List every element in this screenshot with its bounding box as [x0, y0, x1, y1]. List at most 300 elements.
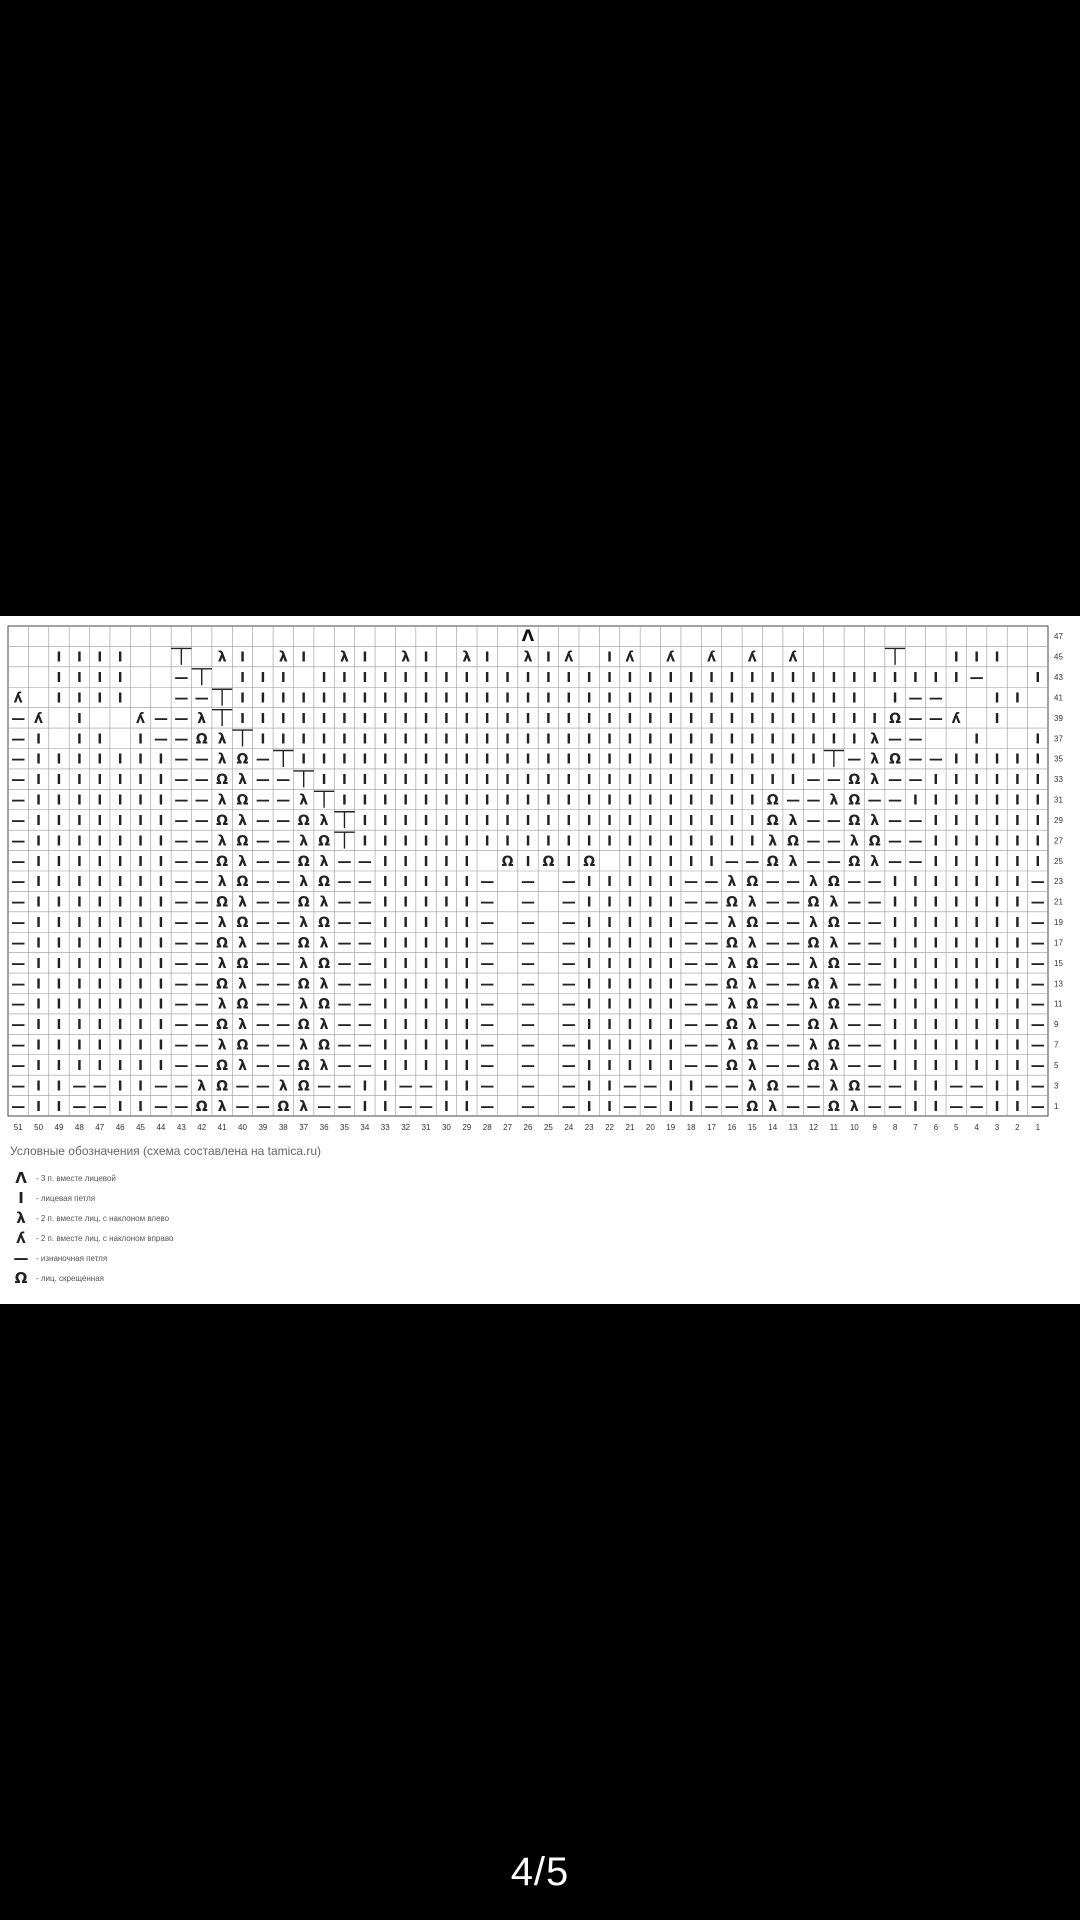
chart-cell-symbol: I [403, 875, 409, 891]
chart-cell-symbol: — [480, 1098, 495, 1115]
chart-cell-symbol: I [382, 1058, 388, 1074]
column-label: 50 [34, 1123, 44, 1132]
chart-cell-symbol: I [76, 691, 82, 707]
chart-cell-symbol: λ [217, 915, 227, 932]
chart-cell-symbol: I [444, 691, 449, 707]
chart-cell-symbol: I [770, 773, 776, 789]
chart-cell-symbol: I [423, 793, 429, 809]
chart-cell-symbol: Ω [318, 996, 331, 1013]
chart-cell-symbol: I [464, 1079, 470, 1095]
chart-cell-symbol: — [867, 792, 882, 809]
chart-cell-symbol: I [525, 793, 531, 809]
chart-cell-symbol: Ω [277, 1098, 290, 1115]
chart-cell-symbol: Ω [318, 833, 331, 850]
chart-cell-symbol: λ [849, 1098, 859, 1115]
chart-cell-symbol: I [647, 793, 653, 809]
chart-cell-symbol: I [444, 1058, 449, 1074]
chart-cell-symbol: λ [278, 1078, 288, 1095]
chart-cell-symbol: I [36, 997, 42, 1013]
chart-cell-symbol: I [260, 671, 266, 687]
chart-cell-symbol: — [684, 996, 699, 1013]
chart-cell-symbol: I [423, 671, 429, 687]
chart-cell-symbol: Ω [297, 812, 310, 829]
chart-cell-symbol: I [953, 936, 959, 952]
chart-cell-symbol: I [994, 977, 1000, 993]
chart-cell-symbol: Ω [807, 976, 820, 993]
row-label: 29 [1054, 815, 1063, 825]
chart-cell-symbol: I [1014, 793, 1020, 809]
chart-cell-symbol: I [933, 936, 939, 952]
chart-cell-symbol: — [847, 751, 862, 768]
chart-cell-symbol: I [953, 793, 959, 809]
chart-cell-symbol: I [647, 691, 653, 707]
chart-cell-symbol: I [1035, 854, 1041, 870]
chart-cell-symbol: I [1014, 1058, 1020, 1074]
chart-cell-symbol: I [444, 711, 449, 727]
chart-cell-symbol: I [138, 956, 143, 972]
chart-cell-symbol: I [56, 977, 62, 993]
chart-cell-symbol: — [928, 690, 943, 707]
chart-cell-symbol: — [969, 1098, 984, 1115]
chart-cell-symbol: — [153, 1098, 168, 1115]
column-label: 16 [727, 1123, 737, 1132]
chart-cell-symbol: I [525, 834, 531, 850]
chart-cell-symbol: I [913, 875, 918, 891]
chart-cell-symbol: I [117, 895, 123, 911]
chart-cell-symbol: I [668, 936, 674, 952]
chart-cell-symbol: — [1030, 976, 1045, 993]
chart-cell-symbol: I [953, 1038, 959, 1054]
chart-cell-symbol: — [888, 1078, 903, 1095]
chart-cell-symbol: I [56, 1099, 62, 1115]
chart-cell-symbol: Ω [236, 915, 249, 932]
chart-cell-symbol: I [56, 671, 62, 687]
chart-cell-symbol: I [158, 977, 164, 993]
chart-cell-symbol: — [643, 1098, 658, 1115]
row-label: 11 [1054, 999, 1063, 1009]
chart-cell-symbol: — [786, 874, 801, 891]
row-label: 41 [1054, 693, 1063, 703]
chart-cell-symbol: I [464, 813, 470, 829]
chart-cell-symbol: I [974, 977, 980, 993]
chart-cell-symbol: — [1030, 955, 1045, 972]
chart-cell-symbol: — [867, 915, 882, 932]
chart-cell-symbol: I [484, 834, 490, 850]
chart-cell-symbol: — [337, 1078, 352, 1095]
chart-cell-symbol: Ω [236, 1037, 249, 1054]
chart-cell-symbol: — [11, 833, 26, 850]
chart-cell-symbol: I [382, 1079, 388, 1095]
chart-cell-symbol: I [647, 895, 653, 911]
chart-cell-symbol: I [933, 773, 939, 789]
chart-cell-symbol: I [709, 691, 714, 707]
chart-cell-symbol: I [301, 752, 307, 768]
chart-cell-symbol: I [953, 650, 959, 666]
chart-cell-symbol: λ [319, 853, 329, 870]
chart-cell-symbol: λ [870, 731, 880, 748]
chart-cell-symbol: I [811, 732, 816, 748]
chart-cell-symbol: I [382, 875, 388, 891]
chart-cell-symbol: — [357, 976, 372, 993]
chart-cell-symbol: I [994, 854, 1000, 870]
chart-cell-symbol: I [566, 813, 572, 829]
chart-cell-symbol: I [36, 752, 42, 768]
chart-cell-symbol: I [76, 732, 82, 748]
chart-cell-symbol: I [953, 752, 959, 768]
chart-cell-symbol: — [174, 833, 189, 850]
chart-cell-symbol: — [276, 996, 291, 1013]
chart-cell-symbol: Ω [766, 1078, 779, 1095]
chart-cell-symbol: I [117, 1038, 123, 1054]
chart-cell-symbol: I [423, 956, 429, 972]
chart-cell-symbol: I [117, 691, 123, 707]
chart-cell-symbol: — [337, 996, 352, 1013]
chart-cell-symbol: — [255, 955, 270, 972]
chart-cell-symbol: λ [299, 792, 309, 809]
chart-cell-symbol: I [97, 1018, 103, 1034]
chart-cell-symbol: I [892, 916, 898, 932]
legend-item-text: - 2 п. вместе лиц. с наклоном вправо [36, 1233, 174, 1243]
chart-cell-symbol: — [561, 996, 576, 1013]
chart-cell-symbol: I [974, 1018, 980, 1034]
column-label: 24 [564, 1123, 574, 1132]
chart-cell-symbol: I [913, 1058, 918, 1074]
chart-cell-symbol: Ω [848, 853, 861, 870]
chart-cell-symbol: I [158, 1018, 164, 1034]
chart-cell-symbol: I [1014, 752, 1020, 768]
chart-cell-symbol: I [607, 1058, 612, 1074]
chart-cell-symbol: I [444, 752, 449, 768]
chart-cell-symbol: I [158, 1058, 164, 1074]
chart-cell-symbol: I [423, 916, 429, 932]
chart-cell-symbol: I [994, 752, 1000, 768]
chart-cell-symbol: λ [829, 792, 839, 809]
chart-cell-symbol: I [1014, 773, 1020, 789]
chart-cell-symbol: — [11, 1037, 26, 1054]
chart-cell-symbol: Ω [297, 1017, 310, 1034]
chart-cell-symbol: I [953, 956, 959, 972]
chart-cell-symbol: I [627, 875, 633, 891]
chart-cell-symbol: I [994, 997, 1000, 1013]
legend-title: Условные обозначения (схема составлена на tamica.ru) [10, 1144, 322, 1158]
chart-cell-symbol: Ω [216, 772, 229, 789]
chart-cell-symbol: — [908, 731, 923, 748]
chart-cell-symbol: I [586, 875, 592, 891]
chart-cell-symbol: I [76, 997, 82, 1013]
chart-cell-symbol: I [138, 1079, 143, 1095]
chart-cell-symbol: λ [829, 935, 839, 952]
chart-cell-symbol: I [647, 671, 653, 687]
chart-cell-symbol: — [174, 976, 189, 993]
chart-cell-symbol: — [337, 1037, 352, 1054]
chart-cell-symbol: I [974, 834, 980, 850]
chart-cell-symbol: I [749, 732, 755, 748]
chart-cell-symbol: I [36, 854, 42, 870]
chart-cell-symbol: Ω [746, 996, 759, 1013]
chart-cell-symbol: I [403, 895, 409, 911]
chart-cell-symbol: I [749, 834, 755, 850]
chart-cell-symbol: — [847, 935, 862, 952]
chart-cell-symbol: I [607, 1079, 612, 1095]
chart-cell-symbol: — [194, 812, 209, 829]
chart-cell-symbol: — [255, 1057, 270, 1074]
legend-item-text: - изнаночная петля [36, 1253, 108, 1263]
chart-cell-symbol: — [194, 874, 209, 891]
column-label: 46 [115, 1123, 125, 1132]
chart-cell-symbol: I [158, 936, 164, 952]
chart-cell-symbol: I [668, 875, 674, 891]
chart-cell-symbol: I [811, 711, 816, 727]
chart-cell-symbol: I [729, 732, 735, 748]
chart-cell-symbol: — [561, 955, 576, 972]
chart-cell-symbol: I [709, 854, 714, 870]
chart-cell-symbol: I [770, 671, 776, 687]
chart-cell-symbol: I [607, 895, 612, 911]
chart-cell-symbol: — [704, 1017, 719, 1034]
chart-cell-symbol: I [627, 977, 633, 993]
chart-cell-symbol: — [480, 915, 495, 932]
chart-cell-symbol: I [913, 936, 918, 952]
chart-cell-symbol: — [276, 1057, 291, 1074]
chart-cell-symbol: I [97, 671, 103, 687]
twisted-symbol-icon: Ω [14, 1269, 28, 1287]
chart-cell-symbol: I [76, 1018, 82, 1034]
chart-cell-symbol: I [382, 895, 388, 911]
chart-cell-symbol: I [444, 997, 449, 1013]
chart-cell-symbol: I [464, 1038, 470, 1054]
chart-cell-symbol: I [913, 1038, 918, 1054]
chart-cell-symbol: I [953, 671, 959, 687]
chart-cell-symbol: I [607, 997, 612, 1013]
chart-cell-symbol: I [790, 711, 796, 727]
chart-cell-symbol: I [994, 813, 1000, 829]
chart-cell-symbol: — [867, 1017, 882, 1034]
chart-cell-symbol: I [117, 854, 123, 870]
chart-cell-symbol: I [770, 691, 776, 707]
chart-cell-symbol: I [545, 711, 551, 727]
chart-cell-symbol: I [321, 671, 327, 687]
chart-cell-symbol: — [174, 751, 189, 768]
chart-cell-symbol: λ [217, 731, 227, 748]
row-label: 47 [1054, 632, 1063, 642]
chart-cell-symbol: — [521, 874, 535, 891]
chart-cell-symbol: I [321, 773, 327, 789]
chart-cell-symbol: — [684, 935, 699, 952]
chart-cell-symbol: λ [319, 894, 329, 911]
chart-cell-symbol: I [444, 875, 449, 891]
chart-cell-symbol: — [174, 1037, 189, 1054]
chart-cell-symbol: — [847, 894, 862, 911]
chart-cell-symbol: — [521, 1037, 535, 1054]
chart-cell-symbol: λ [299, 874, 309, 891]
chart-cell-symbol: I [668, 1018, 674, 1034]
chart-cell-symbol: — [684, 915, 699, 932]
column-label: 40 [238, 1123, 247, 1132]
chart-cell-symbol: I [56, 752, 62, 768]
chart-cell-symbol: I [627, 1058, 633, 1074]
chart-cell-symbol: I [444, 956, 449, 972]
column-label: 28 [482, 1123, 492, 1132]
chart-cell-symbol: I [36, 1058, 42, 1074]
chart-cell-symbol: I [586, 773, 592, 789]
chart-cell-symbol: — [194, 1037, 209, 1054]
chart-cell-symbol: I [138, 813, 143, 829]
column-label: 32 [401, 1123, 411, 1132]
chart-cell-symbol: — [521, 894, 535, 911]
row-label: 37 [1054, 734, 1063, 744]
chart-cell-symbol: — [684, 894, 699, 911]
chart-cell-symbol: — [11, 1098, 26, 1115]
chart-cell-symbol: I [1014, 813, 1020, 829]
chart-cell-symbol: — [806, 792, 821, 809]
chart-cell-symbol: — [643, 1078, 658, 1095]
chart-cell-symbol: I [994, 793, 1000, 809]
chart-cell-symbol: I [301, 711, 307, 727]
chart-cell-symbol: I [280, 732, 286, 748]
chart-cell-symbol: λ [809, 915, 818, 932]
chart-cell-symbol: I [280, 711, 286, 727]
chart-cell-symbol: — [255, 853, 270, 870]
chart-cell-symbol: λ [788, 853, 798, 870]
chart-cell-symbol: I [56, 895, 62, 911]
chart-cell-symbol: I [97, 691, 103, 707]
row-label: 27 [1054, 836, 1063, 846]
chart-cell-symbol: λ [870, 772, 880, 789]
chart-cell-symbol: — [684, 874, 699, 891]
chart-cell-symbol: Ω [807, 894, 820, 911]
chart-cell-symbol: I [505, 793, 511, 809]
chart-cell-symbol: — [908, 751, 923, 768]
chart-cell-symbol: I [1035, 752, 1041, 768]
chart-cell-symbol: λ [870, 853, 880, 870]
chart-cell-symbol: I [647, 1058, 653, 1074]
chart-cell-symbol: I [647, 875, 653, 891]
chart-cell-symbol: I [933, 671, 939, 687]
legend [10, 1144, 1070, 1288]
chart-cell-symbol: I [117, 834, 123, 850]
chart-cell-symbol: I [36, 936, 42, 952]
chart-cell-symbol: I [464, 793, 470, 809]
chart-cell-symbol: I [953, 977, 959, 993]
chart-cell-symbol: λ [238, 812, 247, 829]
chart-cell-symbol: I [668, 793, 674, 809]
chart-cell-symbol: — [194, 1017, 209, 1034]
chart-cell-symbol: — [521, 1017, 535, 1034]
chart-cell-symbol: I [586, 793, 592, 809]
chart-cell-symbol: — [92, 1078, 107, 1095]
chart-cell-symbol: I [56, 936, 62, 952]
chart-cell-symbol: Ω [807, 1057, 820, 1074]
chart-cell-symbol: I [158, 956, 164, 972]
chart-cell-symbol: I [607, 916, 612, 932]
chart-cell-symbol: I [668, 1038, 674, 1054]
chart-cell-symbol: Ω [827, 874, 840, 891]
chart-cell-symbol: — [704, 935, 719, 952]
chart-cell-symbol: I [382, 834, 388, 850]
chart-cell-symbol: I [56, 793, 62, 809]
chart-cell-symbol: I [1014, 936, 1020, 952]
chart-cell-symbol: I [974, 854, 980, 870]
column-label: 31 [421, 1123, 431, 1132]
chart-cell-symbol: Ω [297, 853, 310, 870]
chart-cell-symbol: I [1035, 732, 1041, 748]
chart-image[interactable] [0, 616, 1080, 1304]
chart-cell-symbol: I [688, 773, 694, 789]
chart-cell-symbol: I [749, 813, 755, 829]
chart-cell-symbol: — [276, 853, 291, 870]
chart-cell-symbol: I [97, 956, 103, 972]
chart-cell-symbol: λ [319, 976, 329, 993]
chart-cell-symbol: I [994, 1038, 1000, 1054]
chart-cell-symbol: I [464, 711, 470, 727]
chart-cell-symbol: I [892, 956, 898, 972]
chart-cell-symbol: I [994, 1018, 1000, 1034]
chart-cell-symbol: I [729, 752, 735, 768]
chart-cell-symbol: — [908, 690, 923, 707]
chart-cell-symbol: I [464, 752, 470, 768]
chart-cell-symbol: I [403, 1038, 409, 1054]
chart-cell-symbol: I [505, 711, 511, 727]
chart-cell-symbol: — [765, 955, 780, 972]
chart-cell-symbol: ʎ [625, 649, 635, 666]
chart-cell-symbol: I [464, 916, 470, 932]
chart-cell-symbol: I [974, 1058, 980, 1074]
chart-cell-symbol: Ω [827, 955, 840, 972]
chart-cell-symbol: — [11, 772, 26, 789]
chart-cell-symbol: — [826, 812, 841, 829]
chart-cell-symbol: — [235, 1098, 250, 1115]
chart-cell-symbol: — [357, 955, 372, 972]
chart-cell-symbol: I [444, 977, 449, 993]
chart-cell-symbol: — [194, 996, 209, 1013]
chart-cell-symbol: I [851, 732, 857, 748]
chart-cell-symbol: — [337, 1017, 352, 1034]
chart-cell-symbol: I [688, 1099, 694, 1115]
chart-cell-symbol: I [892, 1038, 898, 1054]
row-label: 45 [1054, 652, 1063, 662]
chart-cell-symbol: I [688, 813, 694, 829]
chart-cell-symbol: Ω [848, 792, 861, 809]
chart-cell-symbol: I [668, 711, 674, 727]
chart-cell-symbol: I [76, 956, 82, 972]
chart-cell-symbol: I [464, 956, 470, 972]
chart-cell-symbol: I [586, 671, 592, 687]
chart-cell-symbol: — [928, 710, 943, 727]
chart-cell-symbol: — [194, 976, 209, 993]
chart-cell-symbol: — [684, 1057, 699, 1074]
chart-cell-symbol: — [521, 1057, 535, 1074]
column-label: 13 [788, 1123, 798, 1132]
chart-cell-symbol: — [1030, 1057, 1045, 1074]
chart-cell-symbol: I [1035, 793, 1041, 809]
chart-cell-symbol: I [76, 752, 82, 768]
chart-cell-symbol: I [1014, 956, 1020, 972]
chart-cell-symbol: I [974, 895, 980, 911]
chart-cell-symbol: λ [747, 1078, 757, 1095]
chart-cell-symbol: I [586, 834, 592, 850]
column-label: 49 [54, 1123, 64, 1132]
chart-cell-symbol: I [892, 1018, 898, 1034]
column-label: 17 [707, 1123, 716, 1132]
chart-cell-symbol: — [724, 853, 739, 870]
chart-cell-symbol: λ [727, 874, 737, 891]
chart-cell-symbol: I [851, 691, 857, 707]
chart-cell-symbol: I [647, 997, 653, 1013]
chart-cell-symbol: λ [238, 772, 247, 789]
chart-cell-symbol: Ω [236, 751, 249, 768]
chart-cell-symbol: λ [299, 1037, 309, 1054]
chart-cell-symbol: — [235, 1078, 250, 1095]
